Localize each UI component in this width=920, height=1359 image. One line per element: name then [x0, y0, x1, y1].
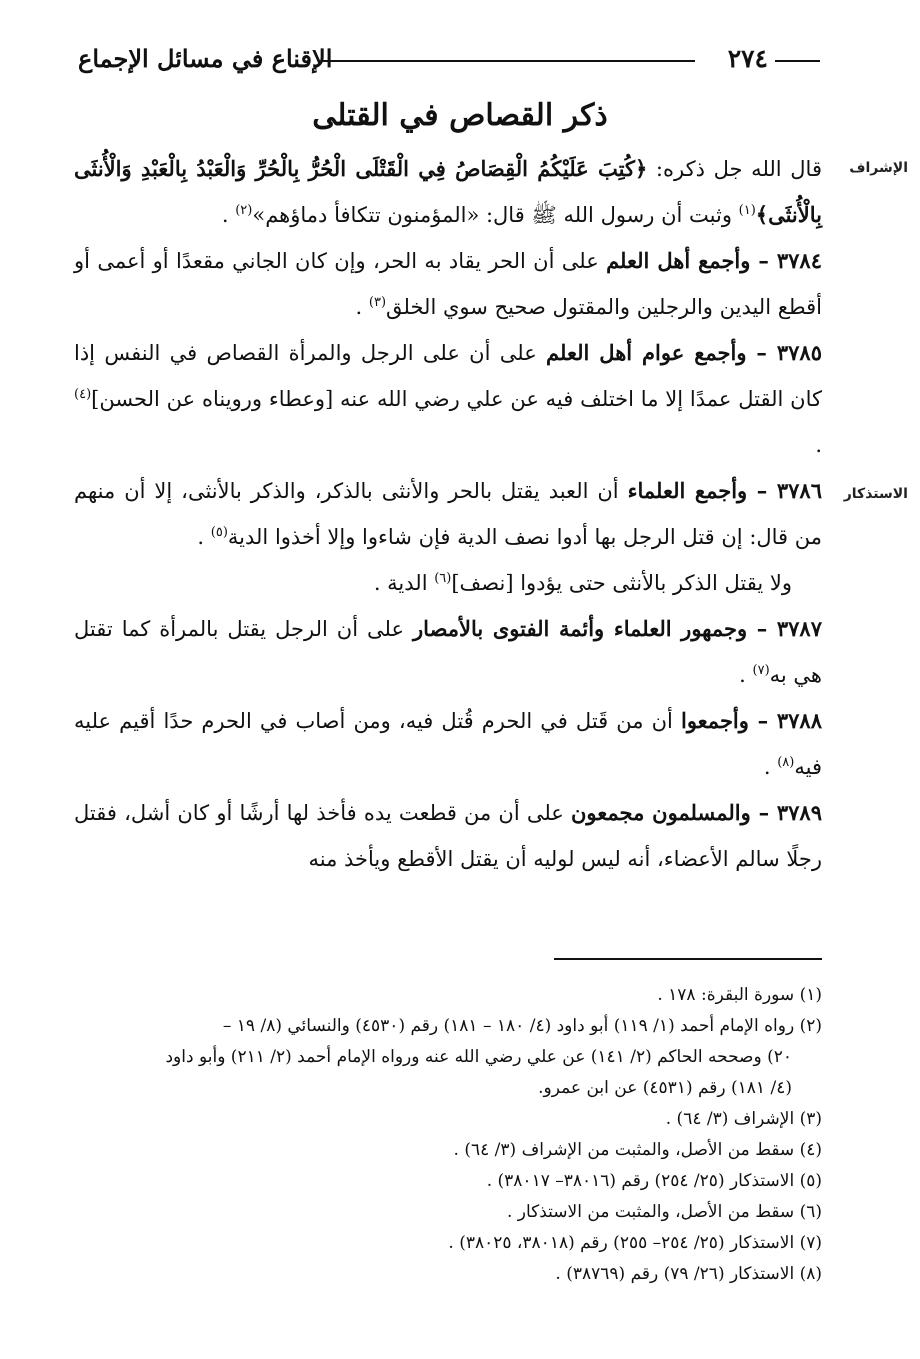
paragraph-3784	[74, 238, 822, 330]
footnote-continuation: (٤/ ١٨١) رقم (٤٥٣١) عن ابن عمرو.	[538, 1078, 792, 1098]
footnote: (٧) الاستذكار (٢٥/ ٢٥٤– ٢٥٥) رقم (٣٨٠١٨، ٣٨٠٢٥) .	[448, 1233, 822, 1253]
intro-text: قال الله جل ذكره:	[647, 157, 822, 181]
issue-number: ٣٧٨٦	[776, 478, 822, 503]
paragraph-intro	[74, 146, 822, 238]
intro-text: وثبت أن رسول الله ﷺ قال: «المؤمنون تتكافأ دماؤهم»	[252, 203, 739, 227]
issue-text: على أن الرجل يقتل بالمرأة كما تقتل هي به	[74, 617, 822, 687]
issue-text: أن من قَتل في الحرم قُتل فيه، ومن أصاب في الحرم حدًا أقيم عليه فيه	[74, 709, 822, 779]
issue-text: ولا يقتل الذكر بالأنثى حتى يؤدوا [نصف]	[451, 571, 792, 595]
footnote: (٥) الاستذكار (٢٥/ ٢٥٤) رقم (٣٨٠١٦– ٣٨٠١٧) .	[486, 1171, 822, 1191]
issue-text: أن العبد يقتل بالحر والأنثى بالذكر، والذكر بالأنثى، إلا أن منهم من قال: إن قتل الرجل بها أدوا نصف الدية فإن شاءوا وإلا أخذوا الدية	[74, 479, 822, 549]
issue-text: على أن الحر يقاد به الحر، وإن كان الجاني مقعدًا أو أعمى أو أقطع اليدين والرجلين والمقتول صحيح سوي الخلق	[74, 249, 822, 319]
paragraph-3787	[74, 606, 822, 698]
issue-number: ٣٧٨٧	[776, 616, 822, 641]
issue-lead: والمسلمون مجمعون	[571, 800, 751, 825]
issue-number: ٣٧٨٨	[776, 708, 822, 733]
paragraph-3786	[74, 468, 822, 560]
header-rule	[775, 60, 820, 62]
footnote: (٣) الإشراف (٣/ ٦٤) .	[665, 1109, 822, 1129]
footnote-ref[interactable]: (٣)	[368, 295, 387, 310]
issue-lead: وأجمع أهل العلم	[606, 248, 751, 273]
footnote: (١) سورة البقرة: ١٧٨ .	[657, 985, 822, 1005]
footnote-ref[interactable]: (١)	[738, 203, 756, 218]
issue-number: ٣٧٨٤	[776, 248, 822, 273]
issue-end: .	[739, 663, 753, 687]
issue-end: .	[763, 755, 778, 779]
footnote-ref[interactable]: (٨)	[777, 755, 795, 770]
paragraph-3788	[74, 698, 822, 790]
footnote: (٤) سقط من الأصل، والمثبت من الإشراف (٣/ ٦٤) .	[453, 1140, 822, 1160]
footnote: (٢) رواه الإمام أحمد (١/ ١١٩) أبو داود (٤/ ١٨٠ – ١٨١) رقم (٤٥٣٠) والنسائي (٨/ ١٩ –	[222, 1016, 822, 1036]
page-header	[78, 38, 820, 78]
footnote-ref[interactable]: (٦)	[434, 571, 452, 586]
issue-number: ٣٧٨٥	[776, 340, 822, 365]
footnote-divider	[554, 958, 822, 960]
issue-end: الدية .	[373, 571, 435, 595]
issue-number: ٣٧٨٩	[776, 800, 822, 825]
dash: –	[746, 340, 777, 365]
footnote-ref[interactable]: (٤)	[74, 387, 92, 402]
issue-text: على أن من قطعت يده فأخذ لها أرشًا أو كان أشل، فقتل رجلًا سالم الأعضاء، أنه ليس لوليه أن يقتل الأقطع ويأخذ منه	[74, 801, 822, 871]
paragraph-3786-cont	[74, 560, 822, 606]
dash: –	[748, 708, 777, 733]
footnote-ref[interactable]: (٥)	[210, 525, 228, 540]
issue-text: على أن على الرجل والمرأة القصاص في النفس إذا كان القتل عمدًا إلا ما اختلف فيه عن علي رضي الله عنه [وعطاء ورويناه عن الحسن]	[74, 341, 822, 411]
quran-verse: ﴿كُتِبَ عَلَيْكُمُ الْقِصَاصُ فِي الْقَتْلَى الْحُرُّ بِالْحُرِّ وَالْعَبْدُ بِالْعَبْدِ وَالْأُنثَى بِالْأُنثَى﴾	[74, 156, 822, 227]
margin-note-ishraf: الإشراف	[849, 160, 908, 176]
margin-note-istidhkar: الاستذكار	[843, 486, 908, 502]
footnote: (٦) سقط من الأصل، والمثبت من الاستذكار .	[506, 1202, 822, 1222]
issue-lead: وجمهور العلماء وأئمة الفتوى بالأمصار	[413, 616, 748, 641]
issue-end: .	[355, 295, 369, 319]
issue-end: .	[197, 525, 211, 549]
intro-text: .	[221, 203, 236, 227]
page-number: ٢٧٤	[727, 44, 768, 73]
section-title: ذكر القصاص في القتلى	[312, 98, 608, 133]
dash: –	[750, 248, 777, 273]
issue-lead: وأجمعوا	[680, 708, 749, 733]
header-rule	[323, 60, 695, 62]
footnote-ref[interactable]: (٢)	[235, 203, 253, 218]
footnote-ref[interactable]: (٧)	[752, 663, 770, 678]
dash: –	[747, 616, 777, 641]
running-title: الإقناع في مسائل الإجماع	[78, 44, 333, 73]
paragraph-3789	[74, 790, 822, 882]
body-text	[74, 146, 822, 882]
issue-lead: وأجمع العلماء	[627, 478, 748, 503]
dash: –	[750, 800, 777, 825]
dash: –	[747, 478, 777, 503]
issue-end: .	[815, 433, 822, 457]
paragraph-3785	[74, 330, 822, 468]
footnote-continuation: ٢٠) وصححه الحاكم (٢/ ١٤١) عن علي رضي الله عنه ورواه الإمام أحمد (٢/ ٢١١) وأبو داود	[165, 1047, 792, 1067]
footnote: (٨) الاستذكار (٢٦/ ٧٩) رقم (٣٨٧٦٩) .	[555, 1264, 822, 1284]
footnotes	[80, 980, 822, 1290]
issue-lead: وأجمع عوام أهل العلم	[546, 340, 747, 365]
